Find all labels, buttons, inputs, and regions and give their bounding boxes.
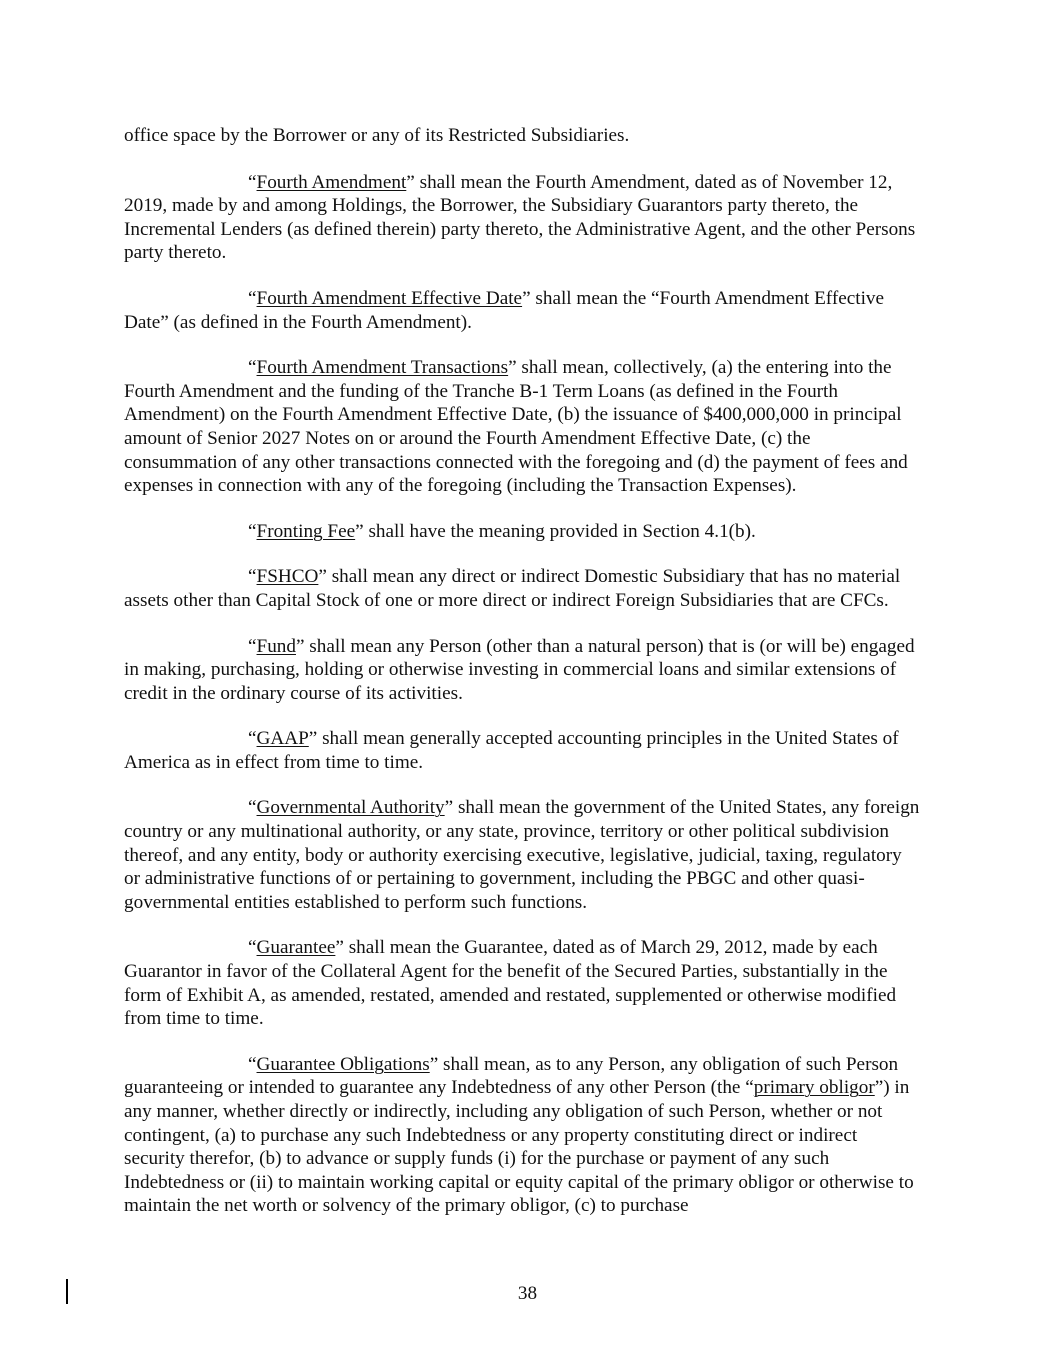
definition-fshco: “FSHCO” shall mean any direct or indirect Domestic Subsidiary that has no material assets other than Capital Stock of one or more direct or indirect Foreign Subsidiaries that are CFCs. — [124, 566, 901, 611]
definition-governmental-authority: “Governmental Authority” shall mean the government of the United States, any foreign country or any multinational authority, or any state, province, territory or other political subdivision thereof, and any entity, body or authority exercising executive, legislative, judicial, taxing, regulatory or administrative functions of or pertaining to government, including the PBGC and other quasi-governmental entities established to perform such functions. — [124, 797, 920, 913]
definition-text: ” shall mean any Person (other than a natural person) that is (or will be) engaged in making, purchasing, holding or otherwise investing in commercial loans and similar extensions of credit in the ordinary course of its activities. — [124, 635, 915, 704]
definition-text: ” shall mean any direct or indirect Domestic Subsidiary that has no material assets other than Capital Stock of one or more direct or indirect Foreign Subsidiaries that are CFCs. — [124, 566, 901, 611]
definition-guarantee: “Guarantee” shall mean the Guarantee, dated as of March 29, 2012, made by each Guarantor in favor of the Collateral Agent for the benefit of the Secured Parties, substantially in the form of Exhibit A, as amended, restated, amended and restated, supplemented or otherwise modified from time to time. — [124, 937, 897, 1030]
defined-term: Fourth Amendment Effective Date — [256, 287, 523, 309]
definition-fourth-amendment: “Fourth Amendment” shall mean the Fourth Amendment, dated as of November 12, 2019, made by and among Holdings, the Borrower, the Subsidiary Guarantors party thereto, the Incremental Lenders (as defined therein) party thereto, the Administrative Agent, and the other Persons party thereto. — [124, 171, 916, 264]
page-body — [124, 124, 922, 1240]
definition-text: ” shall have the meaning provided in Section 4.1(b). — [355, 520, 756, 542]
defined-term: GAAP — [256, 728, 309, 750]
continued-paragraph — [124, 124, 922, 148]
definition-guarantee-obligations: “Guarantee Obligations” shall mean, as to any Person, any obligation of such Person guaranteeing or intended to guarantee any Indebtedness of any other Person (the “primary obligor”) in any manner, whether directly or indirectly, including any obligation of such Person, whether or not contingent, (a) to purchase any such Indebtedness or any property constituting direct or indirect security therefor, (b) to advance or supply funds (i) for the purchase or payment of any such Indebtedness or (ii) to maintain working capital or equity capital of the primary obligor or otherwise to maintain the net worth or solvency of the primary obligor, (c) to purchase — [124, 1053, 914, 1217]
definition-text: ” shall mean, collectively, (a) the entering into the Fourth Amendment and the funding of the Tranche B-1 Term Loans (as defined in the Fourth Amendment) on the Fourth Amendment Effective Date, (b) the issuance of $400,000,000 in principal amount of Senior 2027 Notes on or around the Fourth Amendment Effective Date, (c) the consummation of any other transactions connected with the foregoing and (d) the payment of fees and expenses in connection with any of the foregoing (including the Transaction Expenses). — [124, 357, 908, 497]
defined-term-primary-obligor: primary obligor — [753, 1077, 875, 1099]
defined-term: Fourth Amendment — [256, 171, 407, 193]
definition-fourth-amendment-effective-date: “Fourth Amendment Effective Date” shall mean the “Fourth Amendment Effective Date” (as defined in the Fourth Amendment). — [124, 287, 885, 333]
definition-text: ” shall mean generally accepted accounting principles in the United States of America as in effect from time to time. — [124, 728, 899, 773]
definition-fronting-fee: “Fronting Fee” shall have the meaning provided in Section 4.1(b). — [248, 520, 756, 542]
definition-text: ” shall mean the Fourth Amendment, dated as of November 12, 2019, made by and among Holdings, the Borrower, the Subsidiary Guarantors party thereto, the Incremental Lenders (as defined therein) party thereto, the Administrative Agent, and the other Persons party thereto. — [124, 171, 916, 264]
definition-text: ” shall mean the Guarantee, dated as of March 29, 2012, made by each Guarantor in favor of the Collateral Agent for the benefit of the Secured Parties, substantially in the form of Exhibit A, as amended, restated, amended and restated, supplemented or otherwise modified from time to time. — [124, 937, 897, 1030]
defined-term: Fronting Fee — [256, 520, 356, 542]
definition-gaap: “GAAP” shall mean generally accepted accounting principles in the United States of America as in effect from time to time. — [124, 728, 899, 773]
defined-term: Guarantee — [256, 937, 336, 959]
defined-term: Fourth Amendment Transactions — [256, 357, 509, 379]
definition-fourth-amendment-transactions: “Fourth Amendment Transactions” shall mean, collectively, (a) the entering into the Fourth Amendment and the funding of the Tranche B-1 Term Loans (as defined in the Fourth Amendment) on the Fourth Amendment Effective Date, (b) the issuance of $400,000,000 in principal amount of Senior 2027 Notes on or around the Fourth Amendment Effective Date, (c) the consummation of any other transactions connected with the foregoing and (d) the payment of fees and expenses in connection with any of the foregoing (including the Transaction Expenses). — [124, 357, 908, 497]
definition-text: ” shall mean the “Fourth Amendment Effective Date” (as defined in the Fourth Amendment). — [124, 287, 885, 333]
definition-text-continued: ”) in any manner, whether directly or indirectly, including any obligation of such Person, whether or not contingent, (a) to purchase any such Indebtedness or any property constituting direct or indirect security therefor, (b) to advance or supply funds (i) for the purchase or payment of any such Indebtedness or (ii) to maintain working capital or equity capital of the primary obligor or otherwise to maintain the net worth or solvency of the primary obligor, (c) to purchase — [124, 1077, 914, 1217]
definition-text: ” shall mean the government of the United States, any foreign country or any multinational authority, or any state, province, territory or other political subdivision thereof, and any entity, body or authority exercising executive, legislative, judicial, taxing, regulatory or administrative functions of or pertaining to government, including the PBGC and other quasi-governmental entities established to perform such functions. — [124, 797, 920, 913]
paragraph-text: office space by the Borrower or any of its Restricted Subsidiaries. — [124, 125, 630, 146]
definition-text: ” shall mean, as to any Person, any obligation of such Person guaranteeing or intended to guarantee any Indebtedness of any other Person (the “ — [124, 1053, 899, 1099]
defined-term: Guarantee Obligations — [256, 1053, 430, 1075]
defined-term: Governmental Authority — [256, 797, 445, 819]
definition-fund: “Fund” shall mean any Person (other than a natural person) that is (or will be) engaged in making, purchasing, holding or otherwise investing in commercial loans and similar extensions of credit in the ordinary course of its activities. — [124, 635, 915, 704]
defined-term: Fund — [256, 635, 296, 657]
defined-term: FSHCO — [256, 566, 319, 588]
page-number: 38 — [517, 1283, 538, 1304]
